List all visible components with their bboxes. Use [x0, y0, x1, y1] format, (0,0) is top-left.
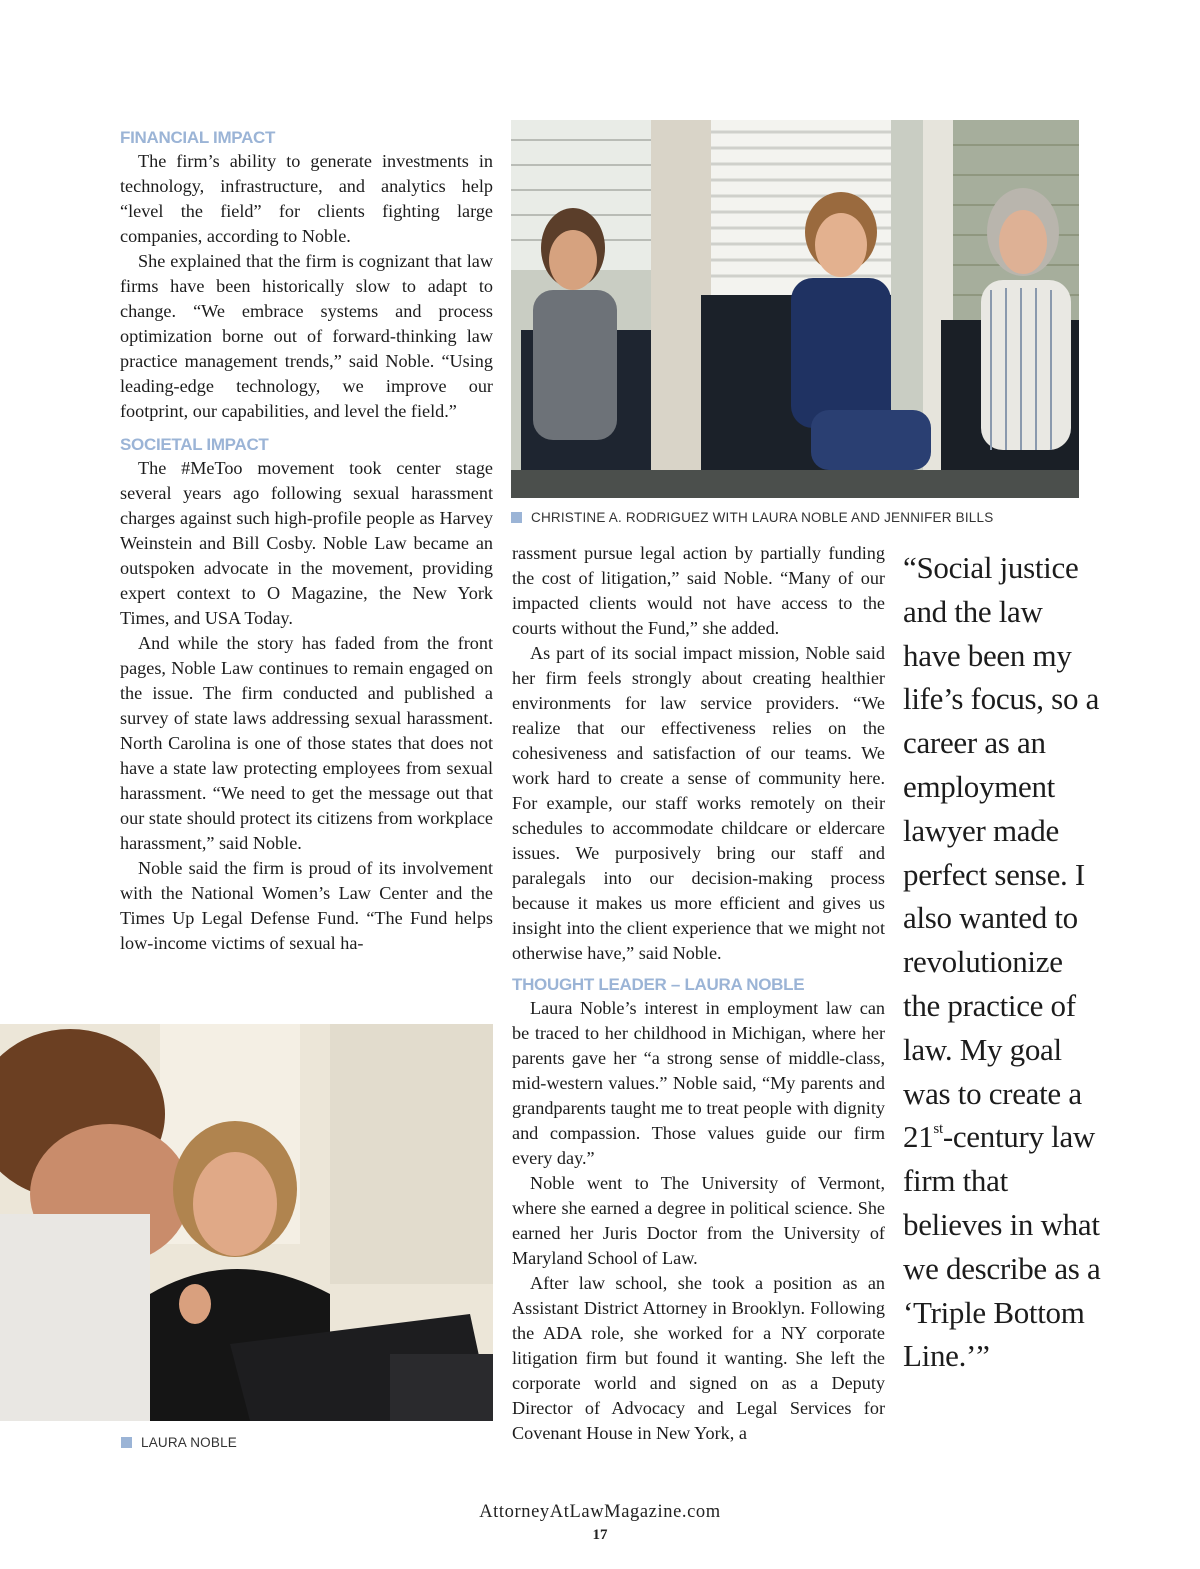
page-number: 17	[592, 1527, 608, 1543]
middle-paragraph-2: As part of its social impact mission, Noble said her firm feels strongly about creating healthier environments for law service providers. “We realize that our effectiveness relies on the cohesiveness and satisfaction of our teams. We work hard to create a sense of community here. For example, our staff works remotely on their schedules to accommodate childcare or eldercare issues. We purposively bring our staff and paralegals into our decision-making process because it makes us more efficient and gives us insight into the client experience that we might not otherwise have,” said Noble.	[512, 643, 885, 963]
financial-paragraph-1: The firm’s ability to generate investments in technology, infrastructure, and analytics help “level the field” for clients fighting large companies, according to Noble.	[120, 151, 493, 246]
pull-quote	[903, 546, 1103, 1378]
societal-impact-heading: SOCIETAL IMPACT	[120, 435, 269, 454]
thought-leader-paragraph-1: Laura Noble’s interest in employment law can be traced to her childhood in Michigan, where her parents gave her “a strong sense of middle-class, mid-western values.” Noble said, “My parents and grandparents taught me to treat people with dignity and compassion. Those values guide our firm every day.”	[512, 998, 885, 1168]
office-photo	[0, 1024, 493, 1421]
pull-quote-text-1: “Social justice and the law have been my life’s focus, so a career as an employment lawyer made perfect sense. I also wanted to revolutionize the practice of law. My goal was to create a 21	[903, 550, 1100, 1155]
caption-square-icon	[121, 1437, 132, 1448]
pull-quote-text-2: -century law firm that believes in what we describe as a ‘Triple Bottom Line.’”	[903, 1119, 1101, 1374]
office-photo-caption	[121, 1435, 237, 1450]
footer-website: AttorneyAtLawMagazine.com	[479, 1502, 721, 1522]
societal-paragraph-2: And while the story has faded from the front pages, Noble Law continues to remain engaged on the issue. The firm conducted and published a survey of state laws addressing sexual harassment. North Carolina is one of those states that does not have a state law protecting employees from sexual harassment. “We need to get the message out that our state should protect its citizens from workplace harassment,” said Noble.	[120, 633, 493, 853]
middle-paragraph-1: rassment pursue legal action by partially funding the cost of litigation,” said Noble. “Many of our impacted clients would not have access to the courts without the Fund,” she added.	[512, 543, 885, 638]
societal-paragraph-3: Noble said the firm is proud of its involvement with the National Women’s Law Center and the Times Up Legal Defense Fund. “The Fund helps low-income victims of sexual ha-	[120, 858, 493, 953]
left-column	[120, 127, 493, 956]
thought-leader-heading: THOUGHT LEADER – LAURA NOBLE	[512, 975, 805, 994]
porch-caption-text: CHRISTINE A. RODRIGUEZ WITH LAURA NOBLE AND JENNIFER BILLS	[531, 510, 994, 525]
financial-paragraph-2: She explained that the firm is cognizant that law firms have been historically slow to adapt to change. “We embrace systems and process optimization borne out of forward-thinking law practice management trends,” said Noble. “Using leading-edge technology, we improve our footprint, our capabilities, and level the field.”	[120, 251, 493, 421]
porch-photo-image	[511, 120, 1079, 498]
societal-paragraph-1: The #MeToo movement took center stage several years ago following sexual harassment charges against such high-profile people as Harvey Weinstein and Bill Cosby. Noble Law became an outspoken advocate in the movement, providing expert context to O Magazine, the New York Times, and USA Today.	[120, 458, 493, 628]
porch-photo-caption	[511, 510, 993, 525]
caption-square-icon	[511, 512, 522, 523]
office-photo-image	[0, 1024, 493, 1421]
thought-leader-paragraph-3: After law school, she took a position as an Assistant District Attorney in Brooklyn. Following the ADA role, she worked for a NY corporate litigation firm but found it wanting. She left the corporate world and signed on as a Deputy Director of Advocacy and Legal Services for Covenant House in New York, a	[512, 1273, 885, 1443]
office-caption-text: LAURA NOBLE	[141, 1435, 237, 1450]
financial-impact-heading: FINANCIAL IMPACT	[120, 128, 276, 147]
middle-column	[512, 541, 885, 1446]
thought-leader-paragraph-2: Noble went to The University of Vermont, where she earned a degree in political science. She earned her Juris Doctor from the University of Maryland School of Law.	[512, 1173, 885, 1268]
porch-photo	[511, 120, 1079, 498]
pull-quote-superscript: st	[933, 1121, 943, 1138]
